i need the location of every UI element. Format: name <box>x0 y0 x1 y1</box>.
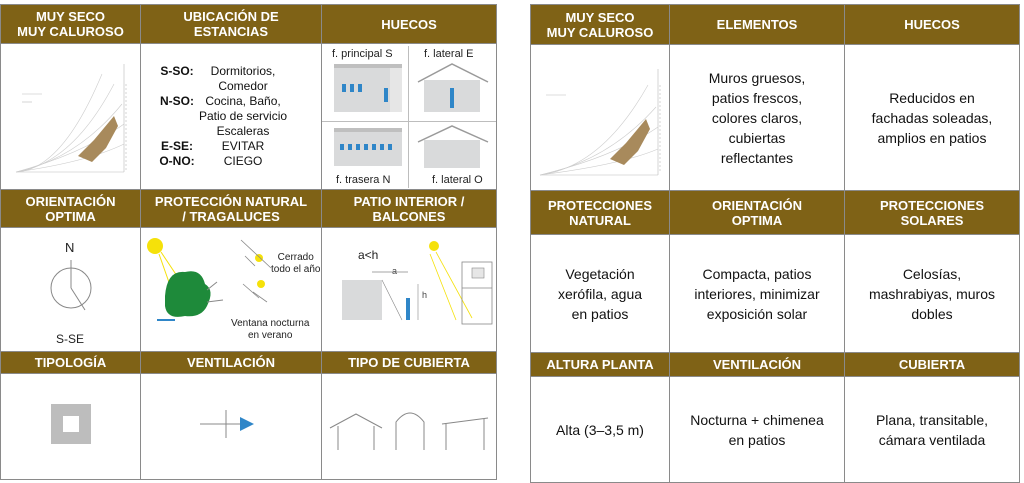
cerrado-label: Cerrado todo el año <box>271 252 321 275</box>
facade-lateral-o-drawing <box>414 124 494 172</box>
facade-divider-v <box>408 46 409 188</box>
patio-h-label: h <box>422 290 428 300</box>
compass-cell <box>1 228 141 352</box>
header-ventilacion: VENTILACIÓN <box>670 353 845 377</box>
compass-north-label: N <box>65 240 75 255</box>
facade-lateral-o-label: f. lateral O <box>432 173 483 186</box>
header-huecos: HUECOS <box>322 5 497 44</box>
patio-interior-cell <box>322 228 497 352</box>
compass-result-label: S-SE <box>56 332 85 346</box>
right-summary-table <box>530 4 1020 483</box>
elementos-cell: Muros gruesos, patios frescos, colores claros, cubiertas reflectantes <box>670 45 845 191</box>
header-tipo-cubierta: TIPO DE CUBIERTA <box>322 352 497 374</box>
tipo-cubierta-cell <box>322 374 497 480</box>
header-climate: MUY SECO MUY CALUROSO <box>1 5 141 44</box>
facade-lateral-e-drawing <box>414 62 494 118</box>
facade-lateral-e-label: f. lateral E <box>424 47 474 60</box>
header-protecciones-solares: PROTECCIONES SOLARES <box>845 191 1020 235</box>
sun-icon <box>147 238 163 254</box>
psychrometric-chart-cell <box>531 45 670 191</box>
comfort-zone-band <box>610 119 650 165</box>
left-summary-table <box>0 4 497 480</box>
orientaciones-estancias <box>141 44 322 190</box>
header-protecciones-natural: PROTECCIONES NATURAL <box>531 191 670 235</box>
psychrometric-chart <box>2 44 140 184</box>
proteccion-natural-cell <box>141 228 322 352</box>
facade-principal-label: f. principal S <box>332 47 393 60</box>
header-orientacion-optima: ORIENTACIÓN OPTIMA <box>670 191 845 235</box>
ventilation-arrow-icon <box>196 404 266 444</box>
header-proteccion-natural: PROTECCIÓN NATURAL / TRAGALUCES <box>141 190 322 228</box>
ventilacion-cell <box>141 374 322 480</box>
header-cubierta: CUBIERTA <box>845 353 1020 377</box>
facades-cell <box>322 44 497 190</box>
cubierta-cell: Plana, transitable, cámara ventilada <box>845 377 1020 483</box>
psychrometric-chart <box>532 45 668 185</box>
header-climate: MUY SECO MUY CALUROSO <box>531 5 670 45</box>
header-altura-planta: ALTURA PLANTA <box>531 353 670 377</box>
header-ventilacion: VENTILACIÓN <box>141 352 322 374</box>
patio-a-label: a <box>392 266 398 276</box>
huecos-cell: Reducidos en fachadas soleadas, amplios en patios <box>845 45 1020 191</box>
compass-icon <box>41 258 101 318</box>
facade-divider-h <box>322 121 497 122</box>
roof-types-drawing <box>324 394 494 454</box>
facade-trasera-drawing <box>328 124 410 172</box>
protecciones-solares-cell: Celosías, mashrabiyas, muros dobles <box>845 235 1020 353</box>
orientaciones-list: S-SO: Dormitorios, Comedor N-SO: Cocina, Baño, Patio de servicio Escaleras E-SE: EVITAR O-NO: CIEGO <box>159 64 288 168</box>
facade-trasera-label: f. trasera N <box>336 173 391 186</box>
tree-icon <box>165 271 211 317</box>
small-sun-icon <box>255 254 263 262</box>
header-patio-interior: PATIO INTERIOR / BALCONES <box>322 190 497 228</box>
patio-drawing <box>322 228 497 351</box>
ventilacion-cell: Nocturna + chimenea en patios <box>670 377 845 483</box>
patio-sun-icon <box>429 241 439 251</box>
header-tipologia: TIPOLOGÍA <box>1 352 141 374</box>
header-elementos: ELEMENTOS <box>670 5 845 45</box>
patio-ratio-label: a<h <box>358 248 379 262</box>
header-orientacion-optima: ORIENTACIÓN OPTIMA <box>1 190 141 228</box>
header-huecos: HUECOS <box>845 5 1020 45</box>
protecciones-natural-cell: Vegetación xerófila, agua en patios <box>531 235 670 353</box>
courtyard-plan-icon <box>48 401 94 447</box>
facade-principal-drawing <box>328 62 410 118</box>
tipologia-cell <box>1 374 141 480</box>
small-sun-icon-2 <box>257 280 265 288</box>
orientacion-optima-cell: Compacta, patios interiores, minimizar exposición solar <box>670 235 845 353</box>
psychrometric-chart-cell <box>1 44 141 190</box>
ventana-nocturna-label: Ventana nocturna en verano <box>231 318 310 341</box>
altura-planta-cell: Alta (3–3,5 m) <box>531 377 670 483</box>
header-ubicacion-estancias: UBICACIÓN DE ESTANCIAS <box>141 5 322 44</box>
